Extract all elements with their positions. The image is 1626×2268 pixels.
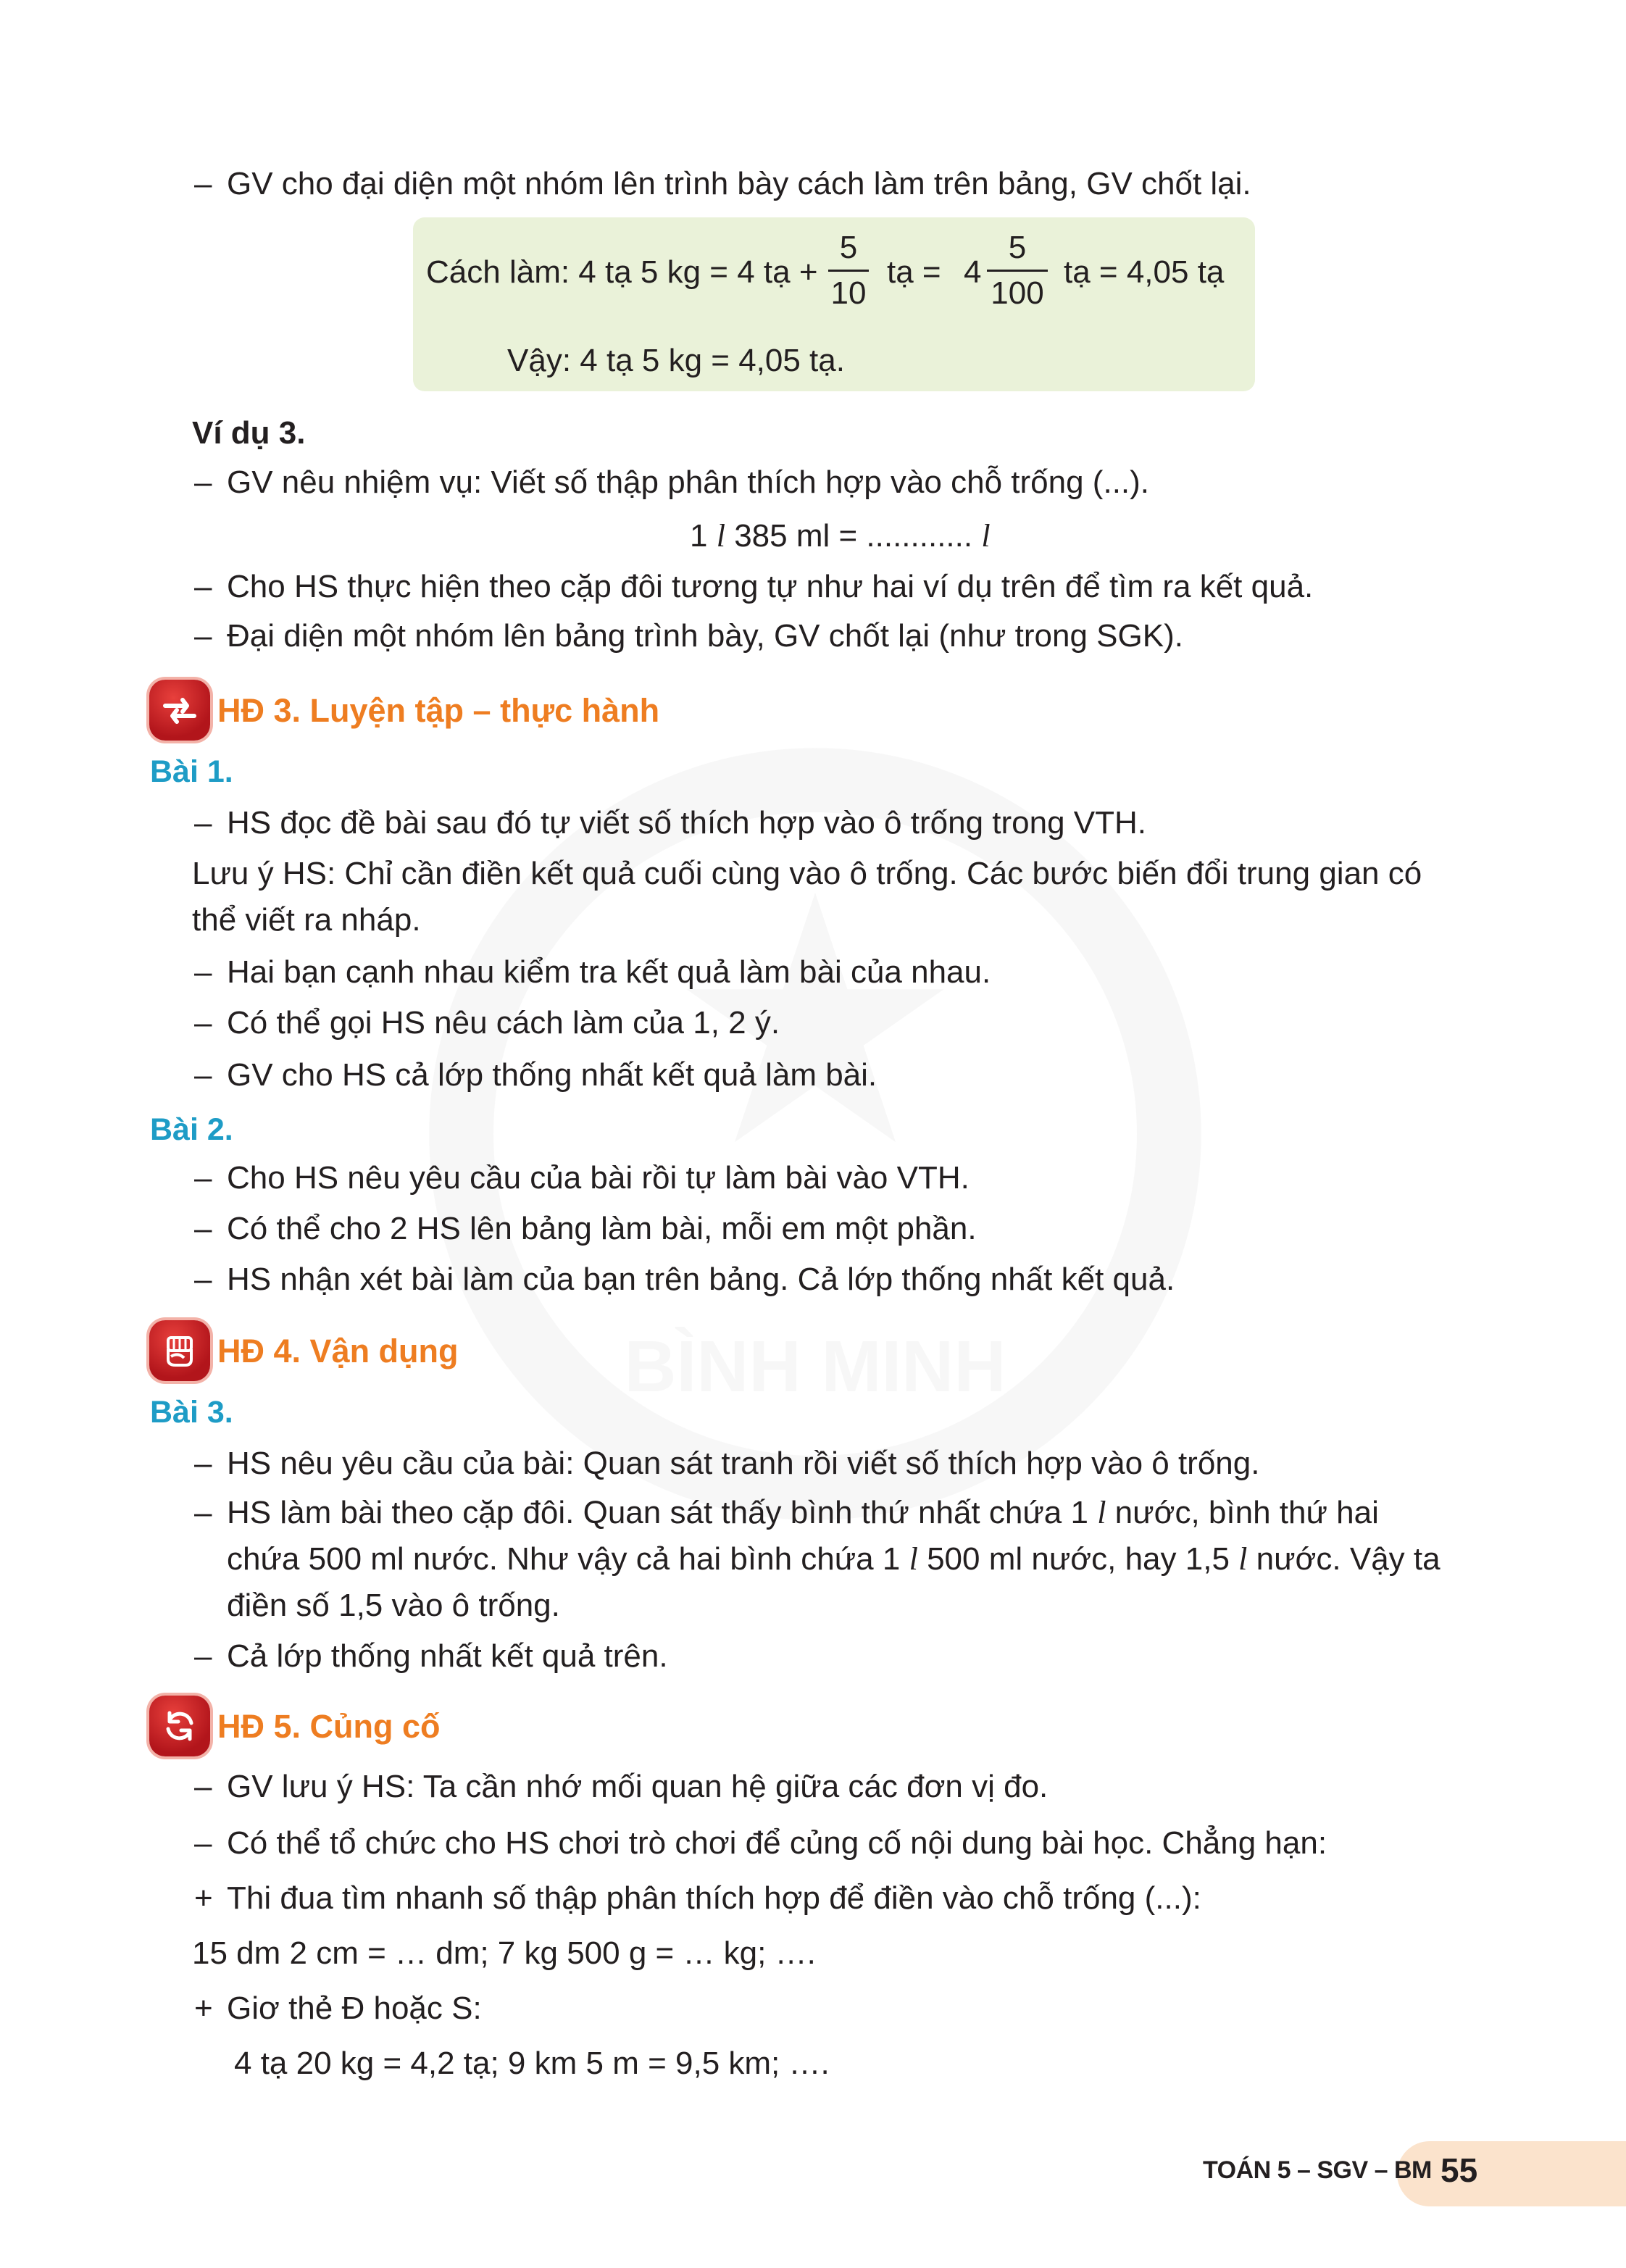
fraction-bar	[828, 270, 869, 272]
exercise-3-item-2-line-2: chứa 500 ml nước. Như vậy cả hai bình chứa 1 l 500 ml nước, hay 1,5 l nước. Vậy ta	[227, 1541, 1441, 1577]
exercise-1-title: Bài 1.	[150, 754, 233, 789]
bullet-dash: –	[194, 166, 212, 201]
fraction-5-100	[987, 230, 1048, 312]
page-number: 55	[1441, 2151, 1478, 2189]
review-game-1: Thi đua tìm nhanh số thập phân thích hợp để điền vào chỗ trống (...):	[227, 1880, 1201, 1916]
review-game-2-example: 4 tạ 20 kg = 4,2 tạ; 9 km 5 m = 9,5 km; ….	[234, 2046, 830, 2081]
bullet-dash: –	[194, 464, 212, 500]
method-prefix: Cách làm: 4 tạ 5 kg = 4 tạ +	[426, 254, 818, 290]
exercise-1-item-2: Hai bạn cạnh nhau kiểm tra kết quả làm bài của nhau.	[227, 954, 991, 990]
bullet-dash: –	[194, 1211, 212, 1246]
fraction-numerator: 5	[839, 230, 858, 265]
bullet-dash: –	[194, 1495, 212, 1530]
exercise-1-item-3: Có thể gọi HS nêu cách làm của 1, 2 ý.	[227, 1005, 780, 1041]
watermark-text: BÌNH MINH	[624, 1327, 1006, 1408]
example-3-formula: 1 l 385 ml = ............ l	[690, 518, 991, 554]
review-item-2: Có thể tổ chức cho HS chơi trò chơi để củng cố nội dung bài học. Chẳng hạn:	[227, 1825, 1327, 1861]
litre-symbol: l	[1097, 1495, 1106, 1530]
bullet-dash: –	[194, 1005, 212, 1041]
exercise-3-item-3: Cả lớp thống nhất kết quả trên.	[227, 1638, 668, 1674]
bullet-dash: –	[194, 805, 212, 841]
litre-symbol: l	[909, 1541, 918, 1577]
example-3-step-2: Đại diện một nhóm lên bảng trình bày, GV chốt lại (như trong SGK).	[227, 618, 1183, 654]
bullet-plus: +	[194, 1880, 213, 1916]
mixed-number-whole: 4	[964, 254, 982, 290]
fraction-denominator: 10	[830, 275, 867, 312]
fist-icon	[149, 1320, 210, 1381]
litre-symbol: l	[1238, 1541, 1248, 1577]
intro-line: GV cho đại diện một nhóm lên trình bày cách làm trên bảng, GV chốt lại.	[227, 166, 1251, 201]
book-title: TOÁN 5 – SGV – BM	[1203, 2156, 1432, 2184]
bullet-plus: +	[194, 1990, 213, 2026]
exercise-2-item-3: HS nhận xét bài làm của bạn trên bảng. Cả lớp thống nhất kết quả.	[227, 1262, 1175, 1297]
bullet-dash: –	[194, 1057, 212, 1093]
section-hd3-title: HĐ 3. Luyện tập – thực hành	[217, 692, 660, 729]
exercise-2-title: Bài 2.	[150, 1112, 233, 1147]
exercise-1-item-4: GV cho HS cả lớp thống nhất kết quả làm bài.	[227, 1057, 877, 1093]
exercise-3-item-2-line-3: điền số 1,5 vào ô trống.	[227, 1588, 560, 1623]
exercise-2-item-1: Cho HS nêu yêu cầu của bài rồi tự làm bài vào VTH.	[227, 1160, 970, 1196]
bullet-dash: –	[194, 1262, 212, 1297]
fraction-denominator: 100	[991, 275, 1044, 312]
method-mid: tạ =	[887, 254, 941, 290]
publisher-watermark	[413, 732, 1217, 1536]
bullet-dash: –	[194, 954, 212, 990]
exercise-2-item-2: Có thể cho 2 HS lên bảng làm bài, mỗi em một phần.	[227, 1211, 977, 1246]
exercise-3-item-2-line-1: HS làm bài theo cặp đôi. Quan sát thấy bình thứ nhất chứa 1 l nước, bình thứ hai	[227, 1495, 1379, 1530]
bullet-dash: –	[194, 569, 212, 604]
review-game-1-example: 15 dm 2 cm = … dm; 7 kg 500 g = … kg; ….	[192, 1935, 816, 1971]
method-suffix: tạ = 4,05 tạ	[1064, 254, 1225, 290]
example-3-title: Ví dụ 3.	[192, 415, 306, 451]
fraction-bar	[987, 270, 1048, 272]
exercise-3-title: Bài 3.	[150, 1395, 233, 1430]
refresh-icon	[149, 1696, 210, 1756]
exercise-1-note-line-1: Lưu ý HS: Chỉ cần điền kết quả cuối cùng vào ô trống. Các bước biến đổi trung gian có	[192, 856, 1422, 891]
bullet-dash: –	[194, 1769, 212, 1804]
fraction-5-10	[828, 230, 869, 312]
review-item-1: GV lưu ý HS: Ta cần nhớ mối quan hệ giữa các đơn vị đo.	[227, 1769, 1048, 1804]
exercise-3-item-1: HS nêu yêu cầu của bài: Quan sát tranh rồi viết số thích hợp vào ô trống.	[227, 1446, 1260, 1481]
bullet-dash: –	[194, 1160, 212, 1196]
fraction-numerator: 5	[1008, 230, 1027, 265]
bullet-dash: –	[194, 1825, 212, 1861]
method-conclusion: Vậy: 4 tạ 5 kg = 4,05 tạ.	[507, 343, 845, 378]
section-hd5-title: HĐ 5. Củng cố	[217, 1708, 441, 1745]
exercise-1-note-line-2: thể viết ra nháp.	[192, 902, 421, 938]
bullet-dash: –	[194, 1446, 212, 1481]
example-3-step-1: Cho HS thực hiện theo cặp đôi tương tự như hai ví dụ trên để tìm ra kết quả.	[227, 569, 1314, 604]
litre-symbol: l	[981, 518, 991, 554]
bullet-dash: –	[194, 1638, 212, 1674]
litre-symbol: l	[716, 518, 725, 554]
exercise-1-item-1: HS đọc đề bài sau đó tự viết số thích hợp vào ô trống trong VTH.	[227, 805, 1146, 841]
section-hd4-title: HĐ 4. Vận dụng	[217, 1333, 459, 1369]
bullet-dash: –	[194, 618, 212, 654]
example-3-task: GV nêu nhiệm vụ: Viết số thập phân thích hợp vào chỗ trống (...).	[227, 464, 1150, 500]
review-game-2: Giơ thẻ Đ hoặc S:	[227, 1990, 482, 2026]
practice-icon	[149, 680, 210, 741]
